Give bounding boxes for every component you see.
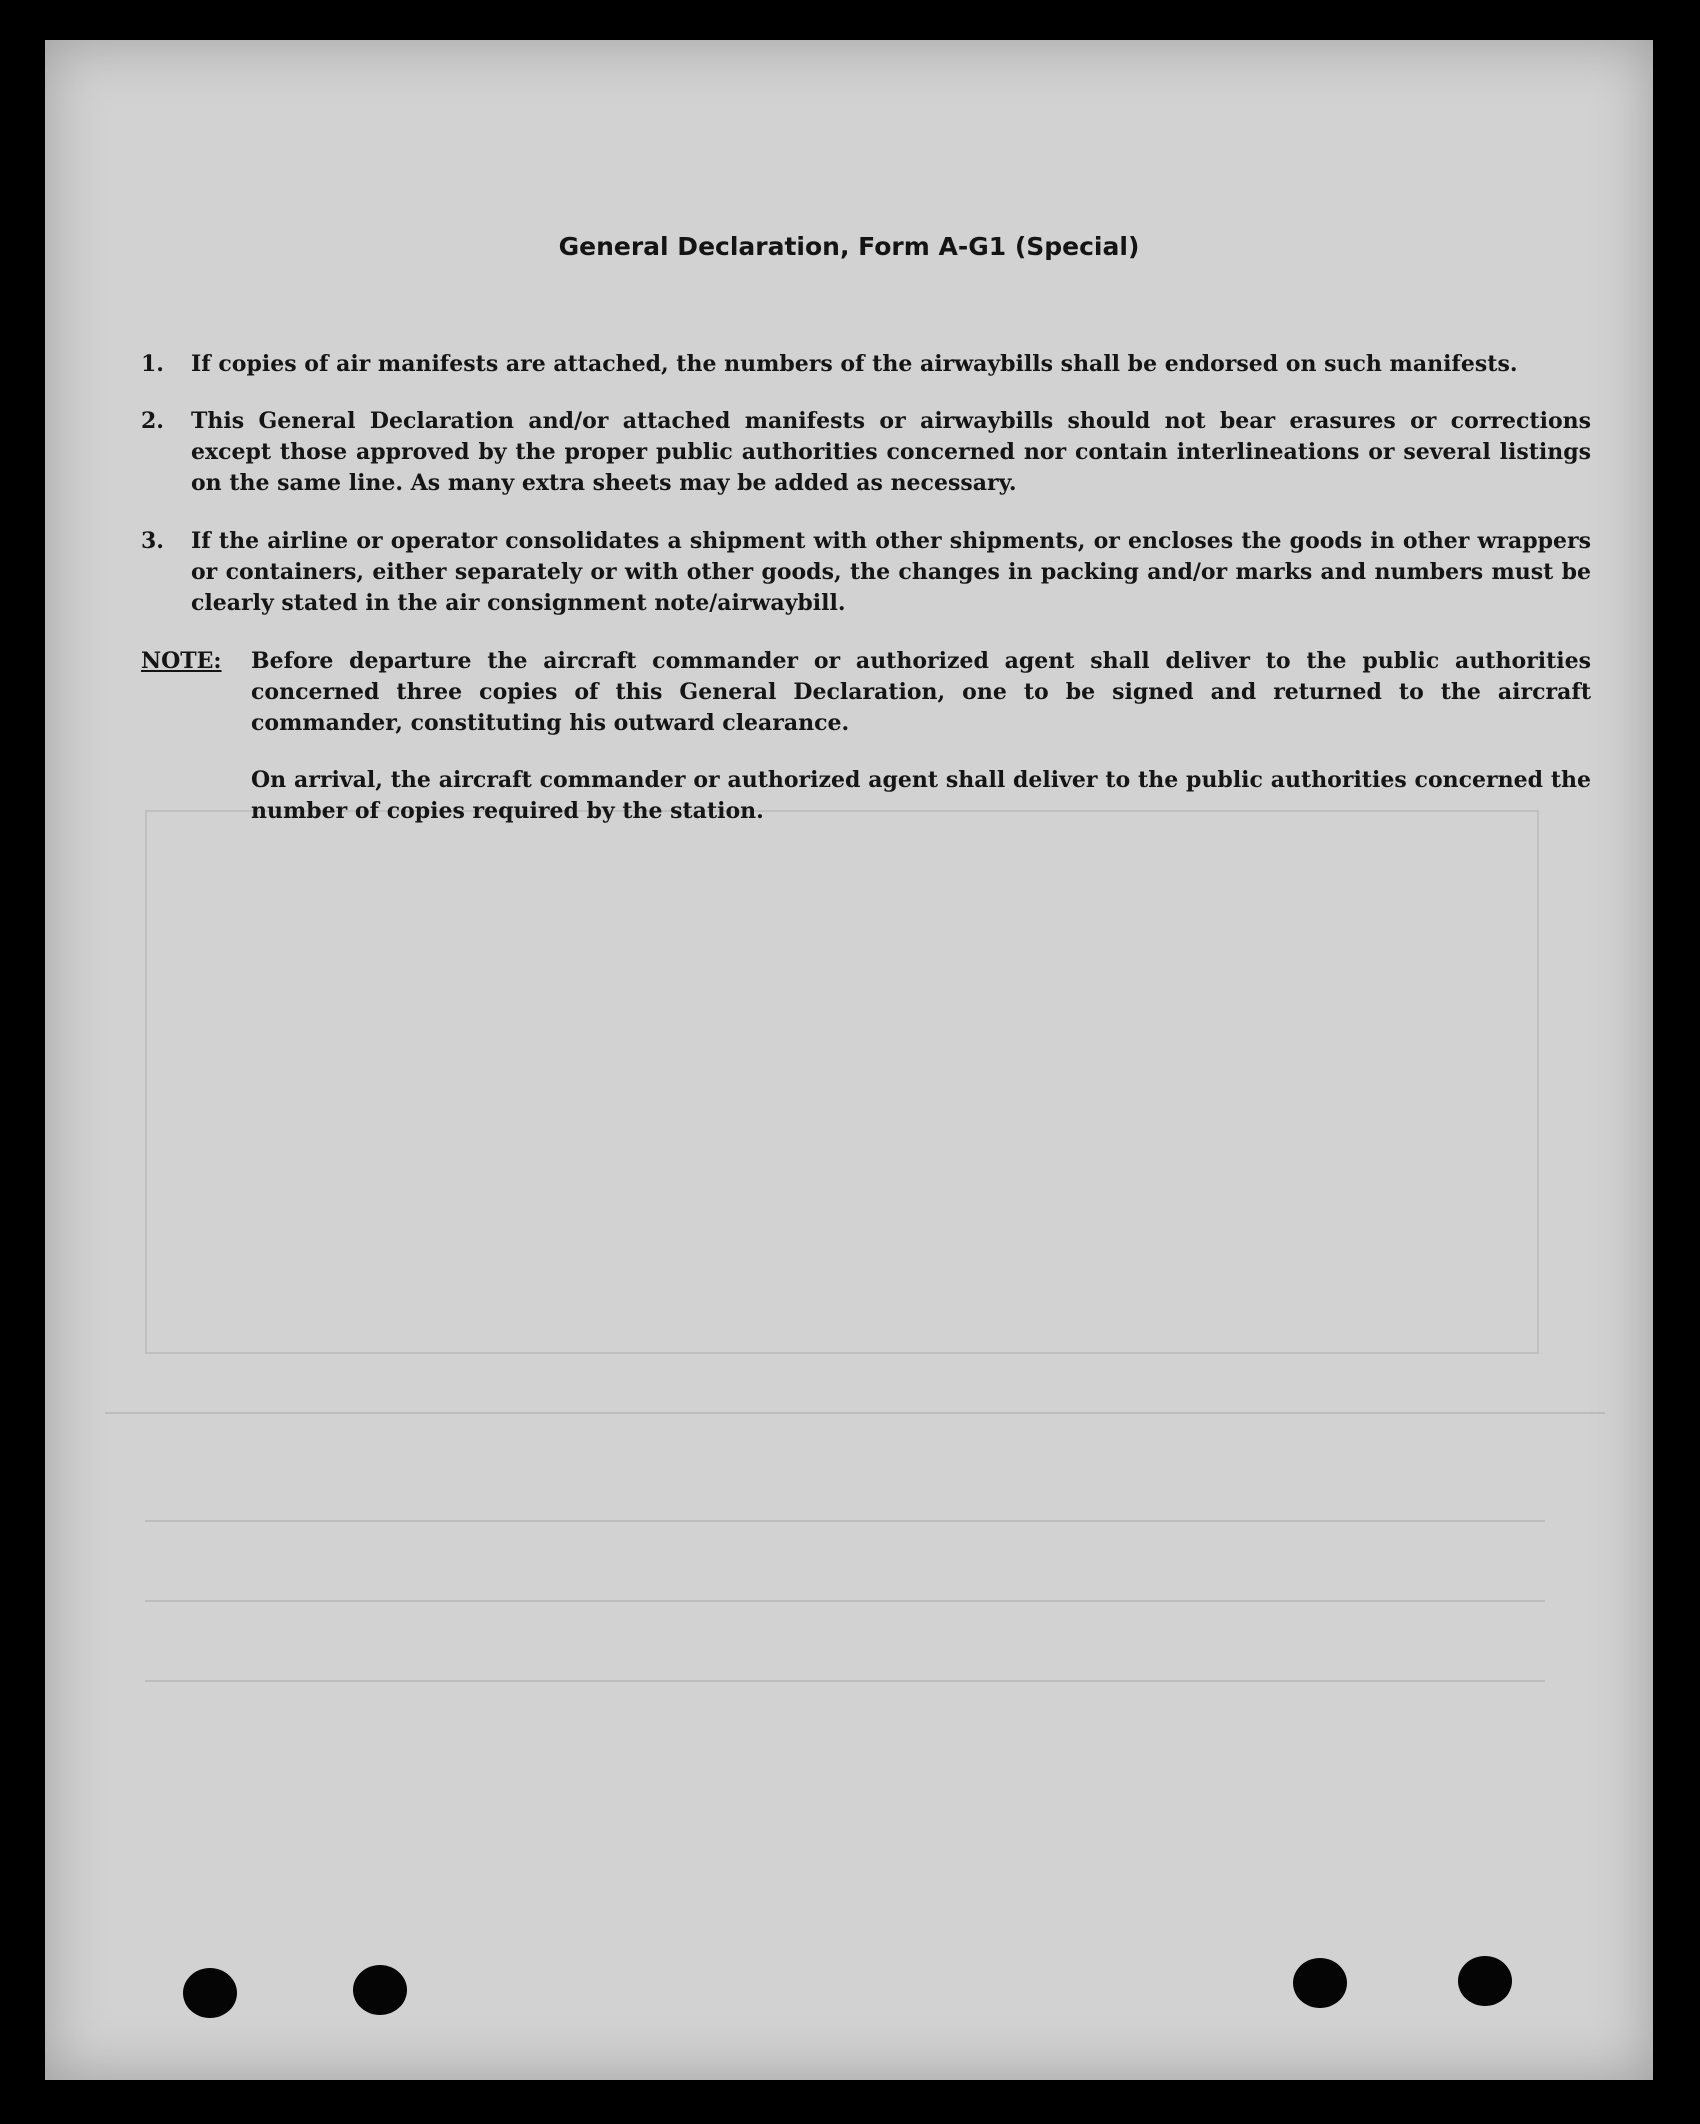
bleed-through-rule	[105, 1412, 1605, 1414]
note-label: NOTE:	[141, 648, 222, 674]
punch-hole	[183, 1968, 237, 2018]
item-number: 2.	[141, 408, 164, 434]
item-number: 3.	[141, 528, 164, 554]
bleed-through-table	[145, 810, 1539, 1354]
item-text: If copies of air manifests are attached, the numbers of the airwaybills shall be endorsed on such manifests.	[191, 351, 1518, 377]
list-item-1	[141, 349, 1591, 380]
bleed-through-rule	[145, 1520, 1545, 1522]
item-text: This General Declaration and/or attached manifests or airwaybills should not bear erasures or corrections except those approved by the proper public authorities concerned nor contain interlineations or several listings on the same line. As many extra sheets may be added as necessary.	[191, 408, 1591, 496]
note-paragraph-1: Before departure the aircraft commander or authorized agent shall deliver to the public authorities concerned three copies of this General Declaration, one to be signed and returned to the aircraft commander, constituting his outward clearance.	[251, 648, 1591, 736]
list-item-2	[141, 406, 1591, 499]
item-text: If the airline or operator consolidates a shipment with other shipments, or encloses the goods in other wrappers or containers, either separately or with other goods, the changes in packing and/or marks and numbers must be clearly stated in the air consignment note/airwaybill.	[191, 528, 1591, 616]
bleed-through-rule	[145, 1680, 1545, 1682]
punch-hole	[1458, 1956, 1512, 2006]
page-title: General Declaration, Form A-G1 (Special)	[558, 232, 1140, 261]
item-number: 1.	[141, 351, 164, 377]
punch-hole	[353, 1965, 407, 2015]
note-block	[141, 646, 1591, 827]
list-item-3	[141, 526, 1591, 619]
bleed-through-rule	[145, 1600, 1545, 1602]
note-paragraph-2: On arrival, the aircraft commander or authorized agent shall deliver to the public authorities concerned the number of copies required by the station.	[251, 767, 1591, 824]
document-page	[45, 40, 1653, 2080]
punch-hole	[1293, 1958, 1347, 2008]
